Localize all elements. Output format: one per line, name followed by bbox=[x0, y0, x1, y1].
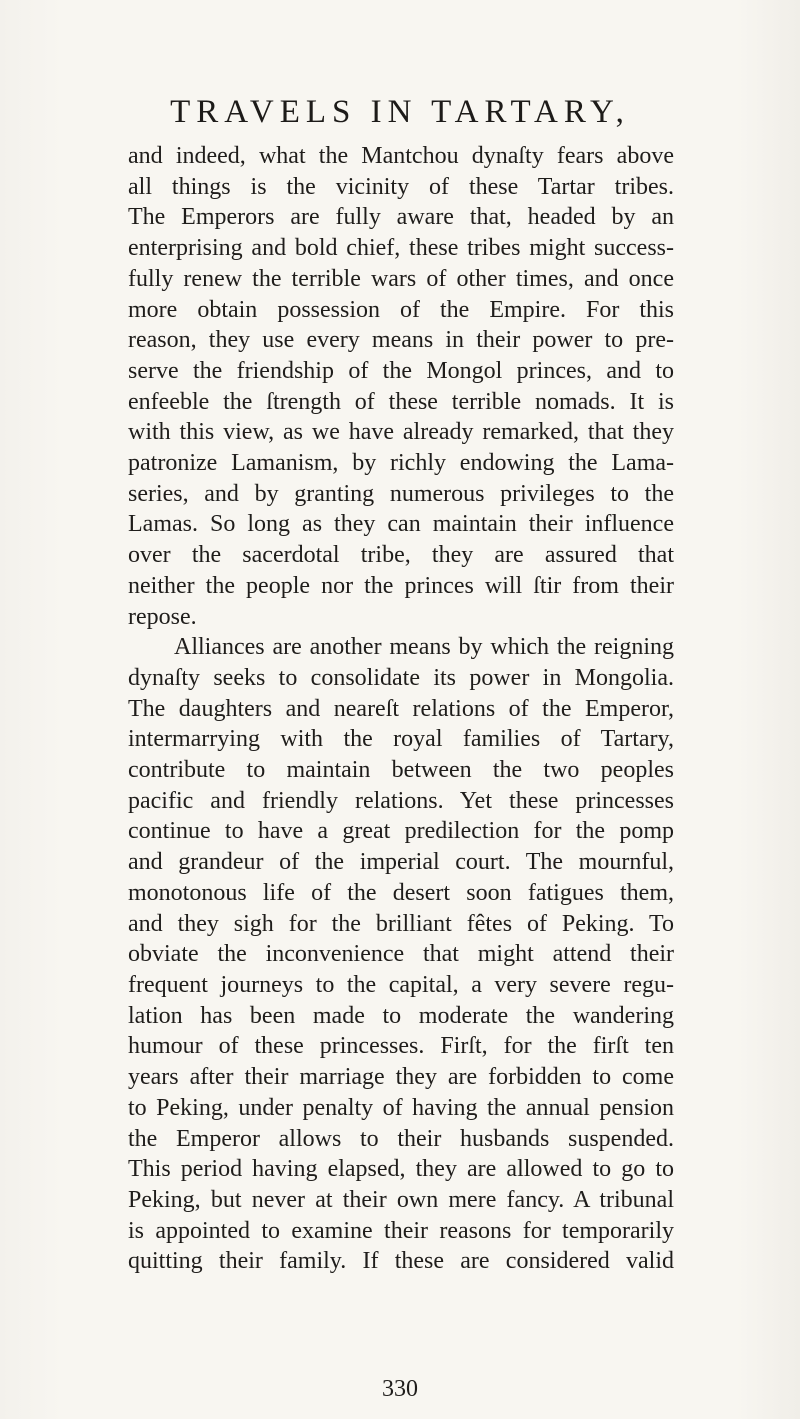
running-header: TRAVELS IN TARTARY, bbox=[170, 94, 630, 130]
text-line: The daughters and neareſt relations of the Emperor, bbox=[128, 695, 674, 722]
text-line: lation has been made to moderate the wandering bbox=[128, 1002, 674, 1029]
text-line: contribute to maintain between the two peoples bbox=[128, 757, 674, 784]
text-line: and grandeur of the imperial court. The mournful, bbox=[128, 849, 674, 876]
text-line: years after their marriage they are forbidden to come bbox=[128, 1064, 674, 1091]
text-line: reason, they use every means in their power to pre- bbox=[128, 327, 674, 354]
text-line: and indeed, what the Mantchou dynaſty fears above bbox=[128, 143, 674, 169]
text-line: patronize Lamanism, by richly endowing the Lama- bbox=[128, 450, 674, 477]
text-line: neither the people nor the princes will ſtir from their bbox=[128, 572, 674, 599]
text-line: enterprising and bold chief, these tribes might success- bbox=[128, 235, 674, 262]
text-line: is appointed to examine their reasons for temporarily bbox=[128, 1217, 674, 1244]
text-line: enfeeble the ſtrength of these terrible nomads. It is bbox=[128, 388, 674, 415]
text-line: repose. bbox=[128, 603, 197, 630]
body-text bbox=[128, 141, 674, 1277]
text-line: The Emperors are fully aware that, headed by an bbox=[128, 204, 674, 231]
text-line: dynaſty seeks to consolidate its power in Mongolia. bbox=[128, 664, 674, 691]
text-line: intermarrying with the royal families of Tartary, bbox=[128, 726, 674, 753]
text-line: series, and by granting numerous privileges to the bbox=[128, 480, 674, 507]
text-line: frequent journeys to the capital, a very severe regu- bbox=[128, 971, 674, 998]
text-line: all things is the vicinity of these Tartar tribes. bbox=[128, 173, 674, 200]
text-line: fully renew the terrible wars of other times, and once bbox=[128, 265, 674, 292]
text-line: and they sigh for the brilliant fêtes of Peking. To bbox=[128, 910, 674, 937]
text-line: quitting their family. If these are considered valid bbox=[128, 1248, 674, 1275]
text-line: the Emperor allows to their husbands suspended. bbox=[128, 1125, 674, 1152]
page-number: 330 bbox=[382, 1376, 418, 1402]
text-line: Alliances are another means by which the reigning bbox=[174, 634, 674, 661]
text-line: obviate the inconvenience that might attend their bbox=[128, 941, 674, 968]
text-line: continue to have a great predilection for the pomp bbox=[128, 818, 674, 845]
text-line: Lamas. So long as they can maintain their influence bbox=[128, 511, 674, 538]
text-line: monotonous life of the desert soon fatigues them, bbox=[128, 879, 674, 906]
text-line: This period having elapsed, they are allowed to go to bbox=[128, 1156, 674, 1183]
text-line: humour of these princesses. Firſt, for the firſt ten bbox=[128, 1033, 674, 1060]
text-line: serve the friendship of the Mongol princes, and to bbox=[128, 357, 674, 384]
text-line: over the sacerdotal tribe, they are assured that bbox=[128, 542, 674, 569]
text-line: more obtain possession of the Empire. For this bbox=[128, 296, 674, 323]
text-line: pacific and friendly relations. Yet these princesses bbox=[128, 787, 674, 814]
text-line: with this view, as we have already remarked, that they bbox=[128, 419, 674, 446]
text-line: Peking, but never at their own mere fancy. A tribunal bbox=[128, 1186, 674, 1213]
text-line: to Peking, under penalty of having the annual pension bbox=[128, 1094, 674, 1121]
